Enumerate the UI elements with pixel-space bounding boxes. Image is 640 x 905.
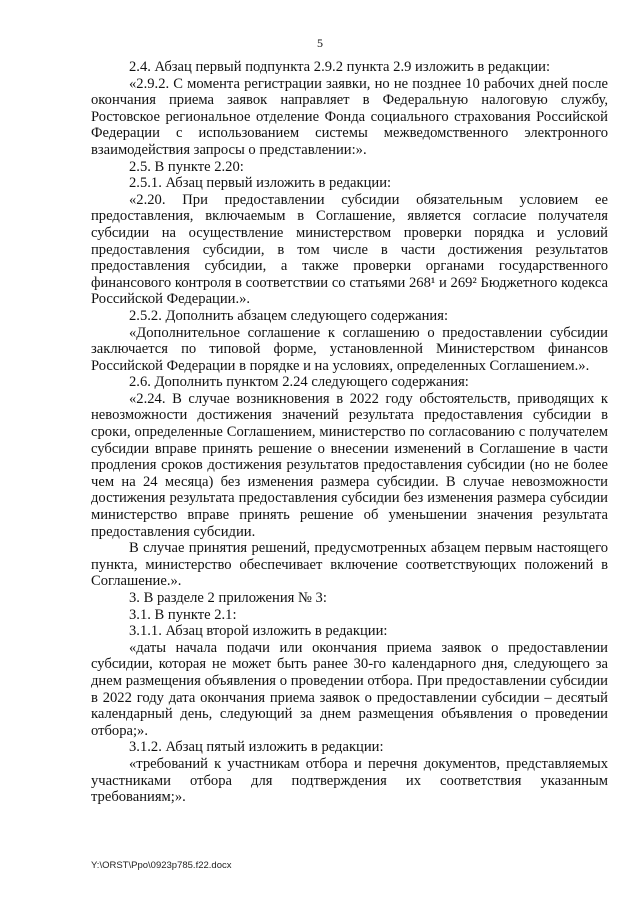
paragraph: 2.6. Дополнить пунктом 2.24 следующего содержания: xyxy=(129,374,469,391)
paragraph: В случае принятия решений, предусмотренных абзацем первым настоящего пункта, министерство обеспечивает включение соответствующих положений в Соглашение.». xyxy=(91,540,608,590)
paragraph: «2.20. При предоставлении субсидии обязательным условием ее предоставления, включаемым в Соглашение, является согласие получателя субсидии на осуществление министерством проверки порядка и условий предоставления субсидии, в том числе в части достижения результатов предоставления субсидии, а также проверки органами государственного финансового контроля в соответствии со статьями 268¹ и 269² Бюджетного кодекса Российской Федерации.». xyxy=(91,191,608,308)
paragraph: 3.1.1. Абзац второй изложить в редакции: xyxy=(129,623,388,640)
paragraph: «даты начала подачи или окончания приема заявок о предоставлении субсидии, которая не может быть ранее 30-го календарного дня, следующего за днем размещения объявления о проведении отбора. При предоставлении субсидии в 2022 году дата окончания приема заявок о предоставлении субсидии – десятый календарный день, следующий за днем размещения объявления о проведении отбора;». xyxy=(91,639,608,739)
paragraph: 3.1. В пункте 2.1: xyxy=(129,606,237,623)
paragraph: 3. В разделе 2 приложения № 3: xyxy=(129,590,327,606)
paragraph: 2.4. Абзац первый подпункта 2.9.2 пункта 2.9 изложить в редакции: xyxy=(129,59,550,75)
paragraph: 2.5.1. Абзац первый изложить в редакции: xyxy=(129,175,392,192)
page-number: 5 xyxy=(317,36,323,50)
paragraph: 2.5. В пункте 2.20: xyxy=(129,158,244,175)
footer-file-path: Y:\ORST\Ppo\0923p785.f22.docx xyxy=(91,860,232,871)
paragraph: «2.24. В случае возникновения в 2022 году обстоятельств, приводящих к невозможности достижения значений результата предоставления субсидии в сроки, определенные Соглашением, министерство по согласованию с получателем субсидии вправе принять решение о внесении изменений в Соглашение в части продления сроков достижения результатов предоставления субсидии (но не более чем на 24 месяца) без изменения размера субсидии. В случае невозможности достижения результата предоставления субсидии без изменения размера субсидии министерство вправе принять решение об уменьшении значения результата предоставления субсидии. xyxy=(91,390,608,540)
paragraph: «2.9.2. С момента регистрации заявки, но не позднее 10 рабочих дней после окончания приема заявок направляет в Федеральную налоговую службу, Ростовское региональное отделение Фонда социального страхования Российской Федерации с использованием системы межведомственного электронного взаимодействия запросы о представлении:». xyxy=(91,75,608,158)
document-body xyxy=(91,59,608,806)
paragraph: «требований к участникам отбора и перечня документов, представляемых участниками отбора для подтверждения их соответствия указанным требованиям;». xyxy=(91,755,608,806)
paragraph: 3.1.2. Абзац пятый изложить в редакции: xyxy=(129,739,384,756)
paragraph: «Дополнительное соглашение к соглашению о предоставлении субсидии заключается по типовой форме, установленной Министерством финансов Российской Федерации в порядке и на условиях, определенных Соглашением.». xyxy=(91,324,608,374)
paragraph: 2.5.2. Дополнить абзацем следующего содержания: xyxy=(129,307,449,324)
